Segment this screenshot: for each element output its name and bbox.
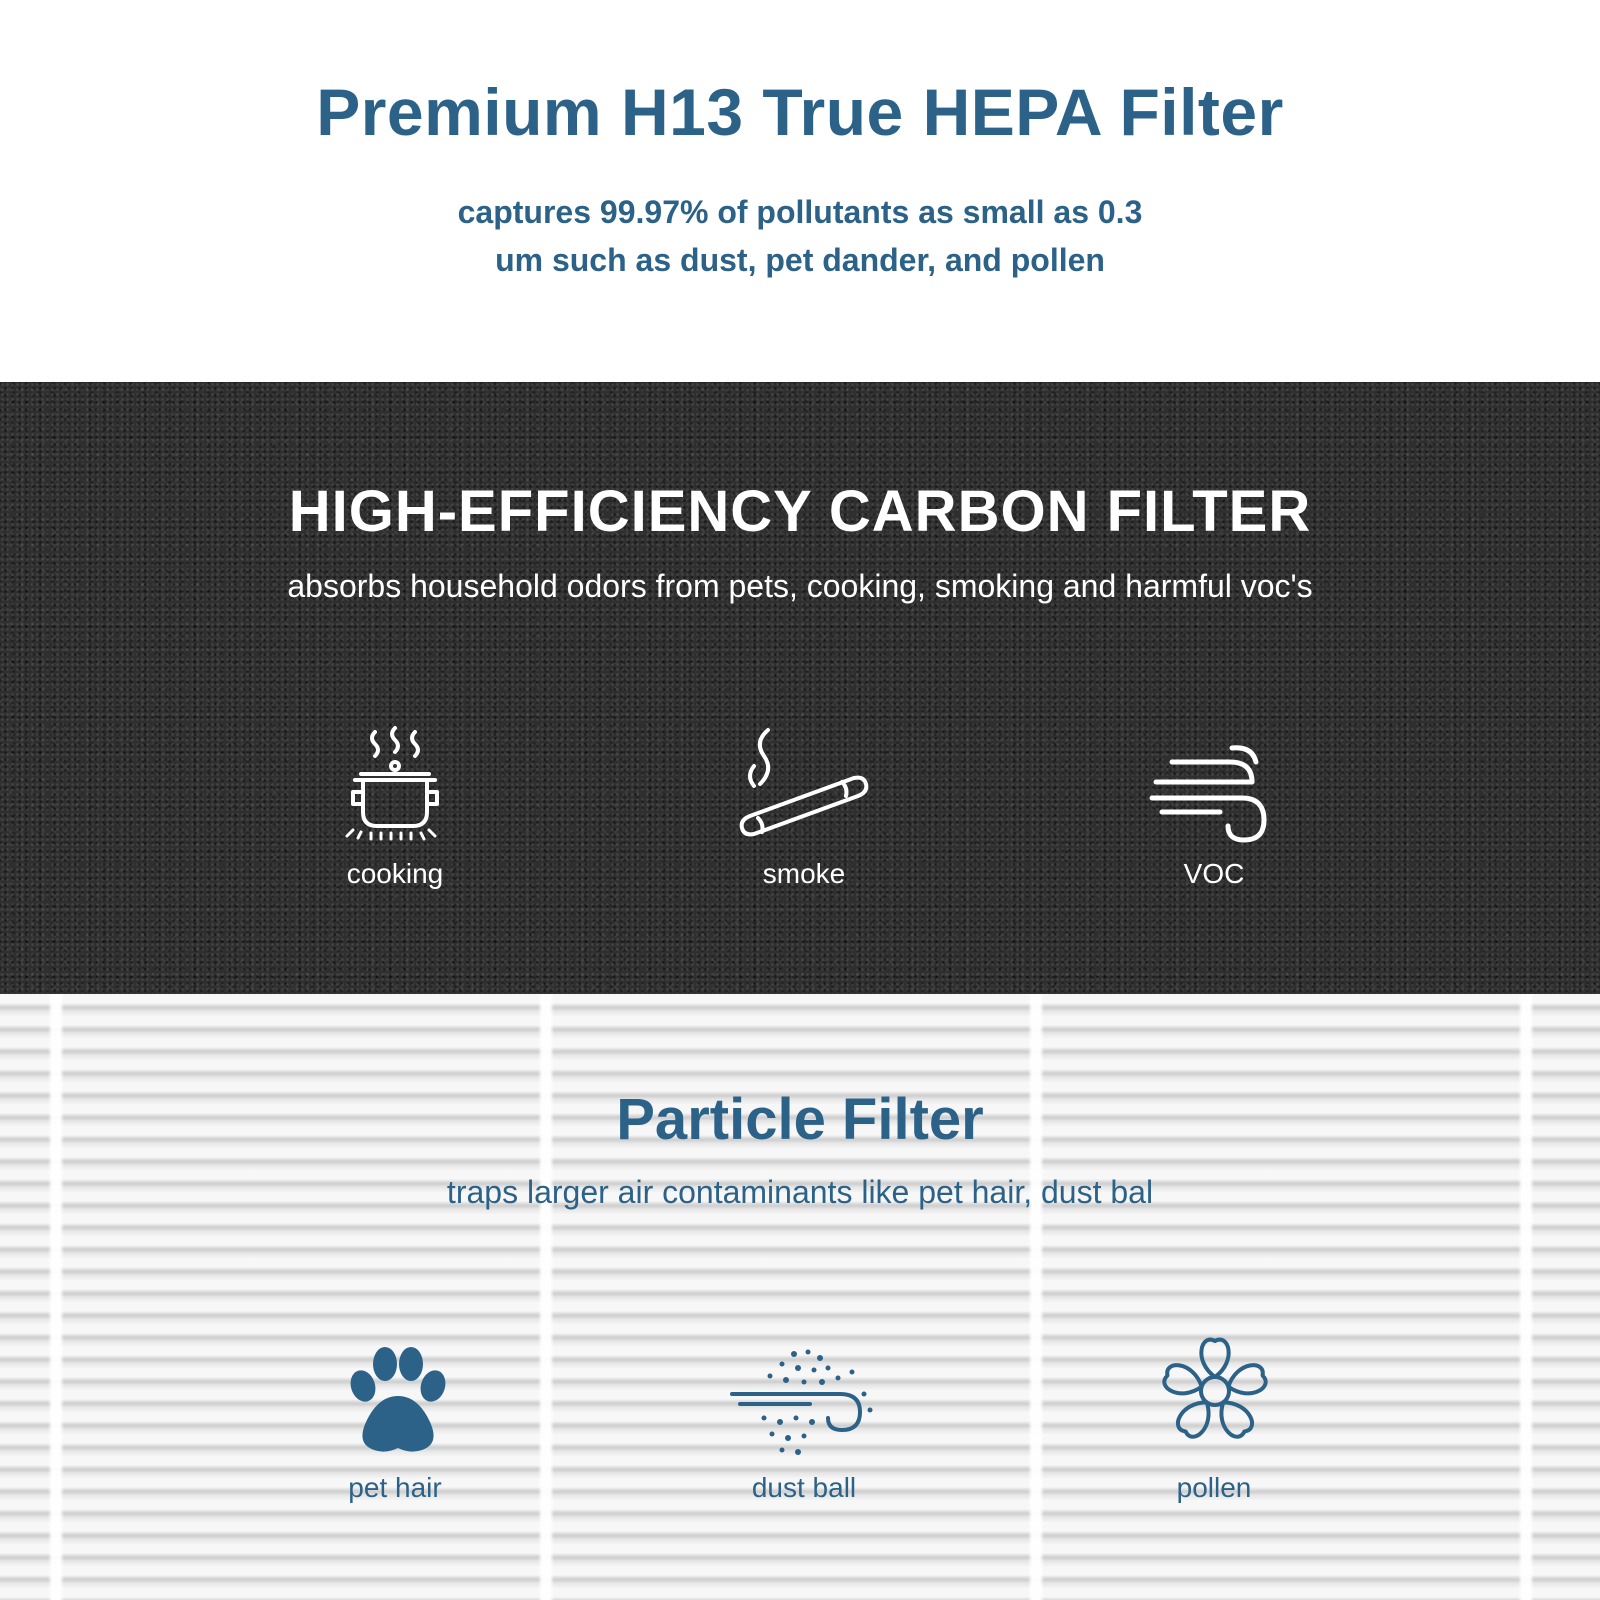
dust-icon [724, 1342, 884, 1472]
hepa-subtitle-line1: captures 99.97% of pollutants as small as 0.3 [457, 194, 1143, 230]
dust-ball-label: dust ball [751, 1472, 857, 1503]
pet-hair-label: pet hair [348, 1472, 442, 1503]
pollen-label: pollen [1176, 1472, 1252, 1503]
wind-icon [1132, 740, 1292, 860]
carbon-section [0, 382, 1600, 994]
smoke-label: smoke [762, 858, 846, 889]
voc-label: VOC [1183, 858, 1245, 889]
carbon-subtitle: absorbs household odors from pets, cooking, smoking and harmful voc's [287, 568, 1313, 604]
carbon-title: HIGH-EFFICIENCY CARBON FILTER [288, 479, 1312, 544]
hepa-subtitle [300, 188, 1300, 284]
particle-section [0, 994, 1600, 1600]
cooking-label: cooking [346, 858, 444, 889]
hepa-title: Premium H13 True HEPA Filter [316, 75, 1284, 149]
cigarette-icon [724, 726, 884, 846]
flower-icon [1135, 1328, 1295, 1458]
paw-icon [315, 1342, 475, 1472]
hepa-section [0, 0, 1600, 382]
particle-subtitle: traps larger air contaminants like pet hair, dust bal [446, 1174, 1154, 1210]
hepa-subtitle-line2: um such as dust, pet dander, and pollen [495, 242, 1105, 278]
particle-title: Particle Filter [616, 1087, 984, 1152]
cooking-pot-icon [315, 726, 475, 846]
